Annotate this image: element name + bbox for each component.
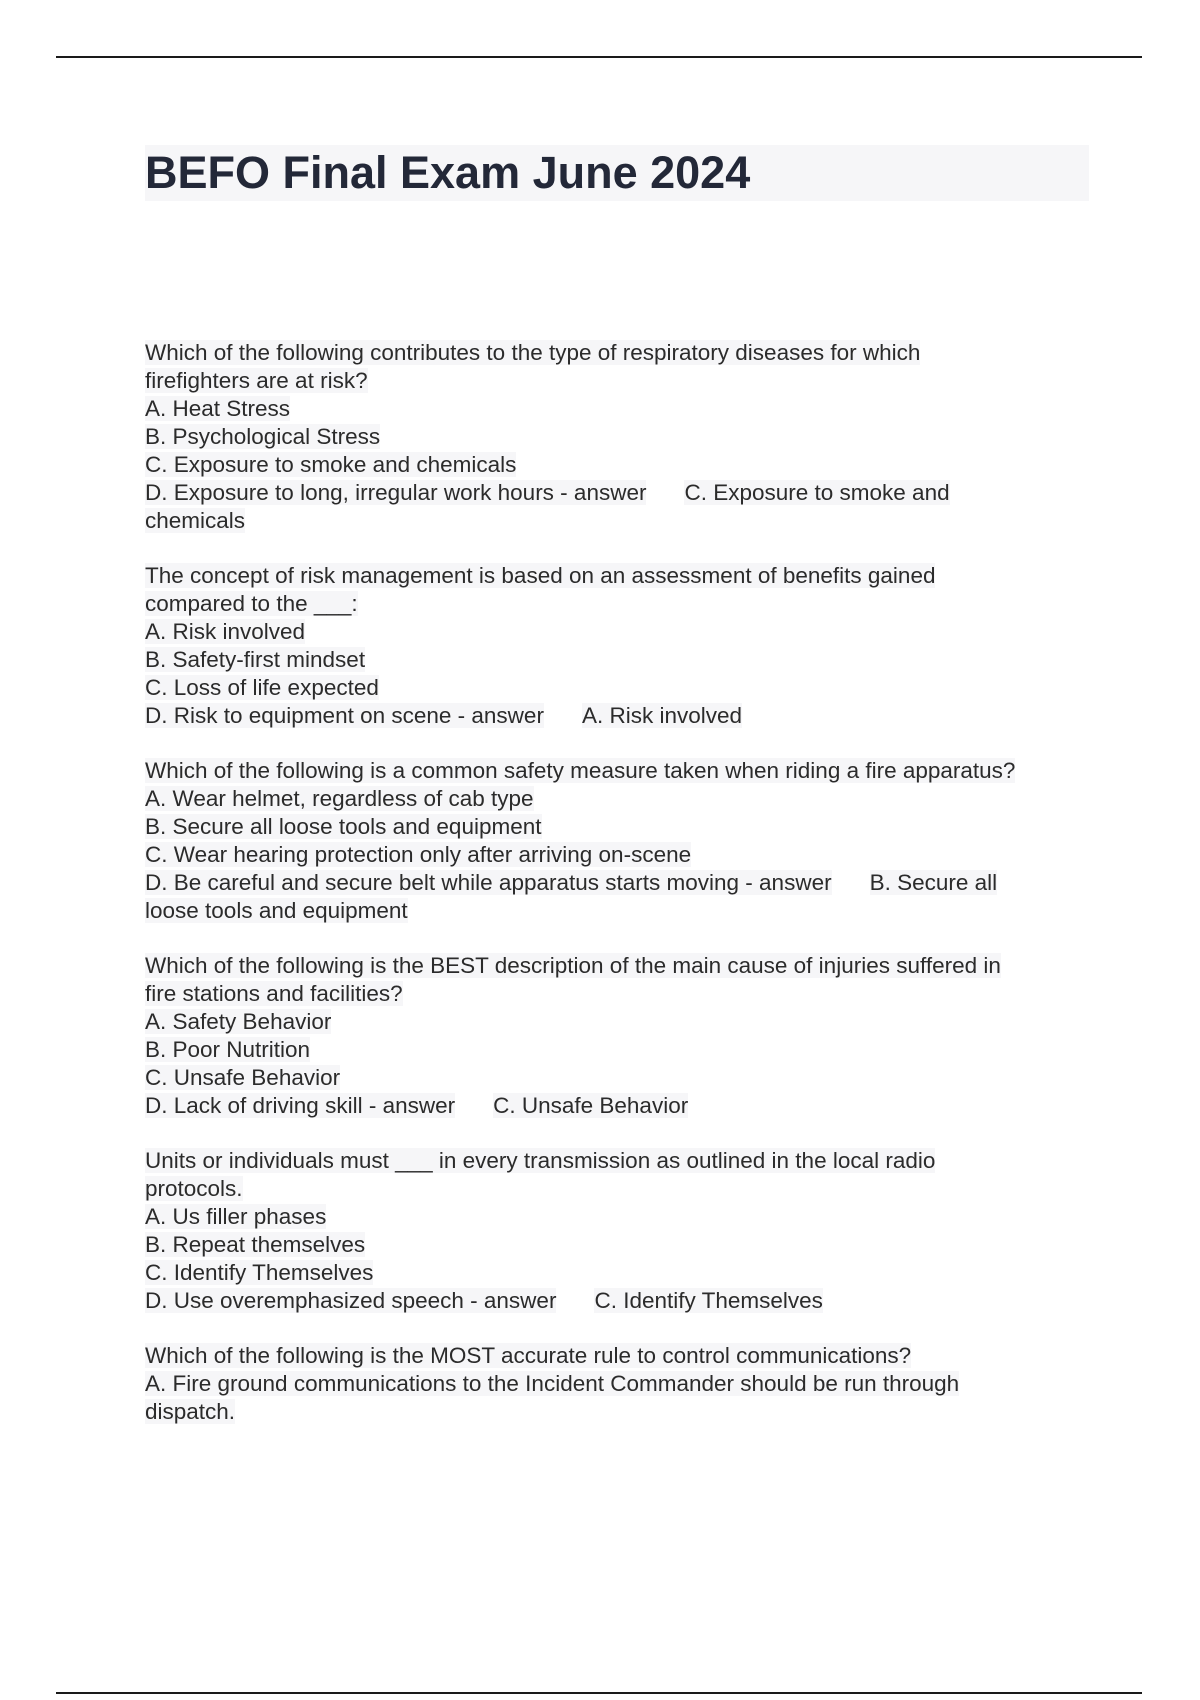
question-4 [145, 952, 1095, 1120]
answer-text: C. Identify Themselves [594, 1288, 823, 1313]
answer-text: C. Unsafe Behavior [493, 1093, 689, 1118]
option-d-with-answer: D. Exposure to long, irregular work hours - answer C. Exposure to smoke and [145, 480, 950, 505]
option-c: C. Identify Themselves [145, 1260, 374, 1285]
question-stem-line: Units or individuals must ___ in every transmission as outlined in the local radio [145, 1148, 936, 1173]
option-a: A. Safety Behavior [145, 1009, 332, 1034]
option-d-with-answer: D. Risk to equipment on scene - answer A. Risk involved [145, 703, 742, 728]
option-d-with-answer: D. Lack of driving skill - answer C. Unsafe Behavior [145, 1093, 689, 1118]
footer-rule [56, 1692, 1142, 1694]
option-b: B. Secure all loose tools and equipment [145, 814, 542, 839]
question-stem-line: Which of the following is the MOST accurate rule to control communications? [145, 1343, 912, 1368]
answer-continuation: loose tools and equipment [145, 898, 408, 923]
option-c: C. Wear hearing protection only after arriving on-scene [145, 842, 692, 867]
question-2 [145, 562, 1095, 730]
header-rule [56, 56, 1142, 58]
question-stem-line: firefighters are at risk? [145, 368, 368, 393]
option-a-continuation: dispatch. [145, 1399, 236, 1424]
option-d-with-answer: D. Use overemphasized speech - answer C. Identify Themselves [145, 1288, 823, 1313]
option-c: C. Loss of life expected [145, 675, 379, 700]
question-stem-line: fire stations and facilities? [145, 981, 403, 1006]
option-a: A. Heat Stress [145, 396, 291, 421]
option-a: A. Risk involved [145, 619, 306, 644]
option-d-with-answer: D. Be careful and secure belt while apparatus starts moving - answer B. Secure all [145, 870, 998, 895]
question-stem-line: protocols. [145, 1176, 243, 1201]
answer-text: B. Secure all [869, 870, 998, 895]
option-a: A. Wear helmet, regardless of cab type [145, 786, 534, 811]
answer-continuation: chemicals [145, 508, 246, 533]
question-1 [145, 339, 1095, 535]
option-a: A. Us filler phases [145, 1204, 327, 1229]
option-b: B. Repeat themselves [145, 1232, 366, 1257]
question-stem-line: The concept of risk management is based on an assessment of benefits gained [145, 563, 936, 588]
option-b: B. Safety-first mindset [145, 647, 366, 672]
page-title: BEFO Final Exam June 2024 [145, 147, 751, 198]
option-b: B. Psychological Stress [145, 424, 381, 449]
question-stem-line: Which of the following contributes to the type of respiratory diseases for which [145, 340, 921, 365]
answer-text: C. Exposure to smoke and [684, 480, 950, 505]
question-stem-line: compared to the ___: [145, 591, 358, 616]
question-6 [145, 1342, 1095, 1426]
option-c: C. Unsafe Behavior [145, 1065, 341, 1090]
question-5 [145, 1147, 1095, 1315]
question-list [145, 339, 1095, 1453]
option-c: C. Exposure to smoke and chemicals [145, 452, 517, 477]
question-3 [145, 757, 1095, 925]
question-stem-line: Which of the following is the BEST description of the main cause of injuries suffered in [145, 953, 1001, 978]
option-a: A. Fire ground communications to the Incident Commander should be run through [145, 1371, 960, 1396]
option-b: B. Poor Nutrition [145, 1037, 311, 1062]
answer-text: A. Risk involved [581, 703, 742, 728]
question-stem-line: Which of the following is a common safety measure taken when riding a fire apparatus? [145, 758, 1016, 783]
